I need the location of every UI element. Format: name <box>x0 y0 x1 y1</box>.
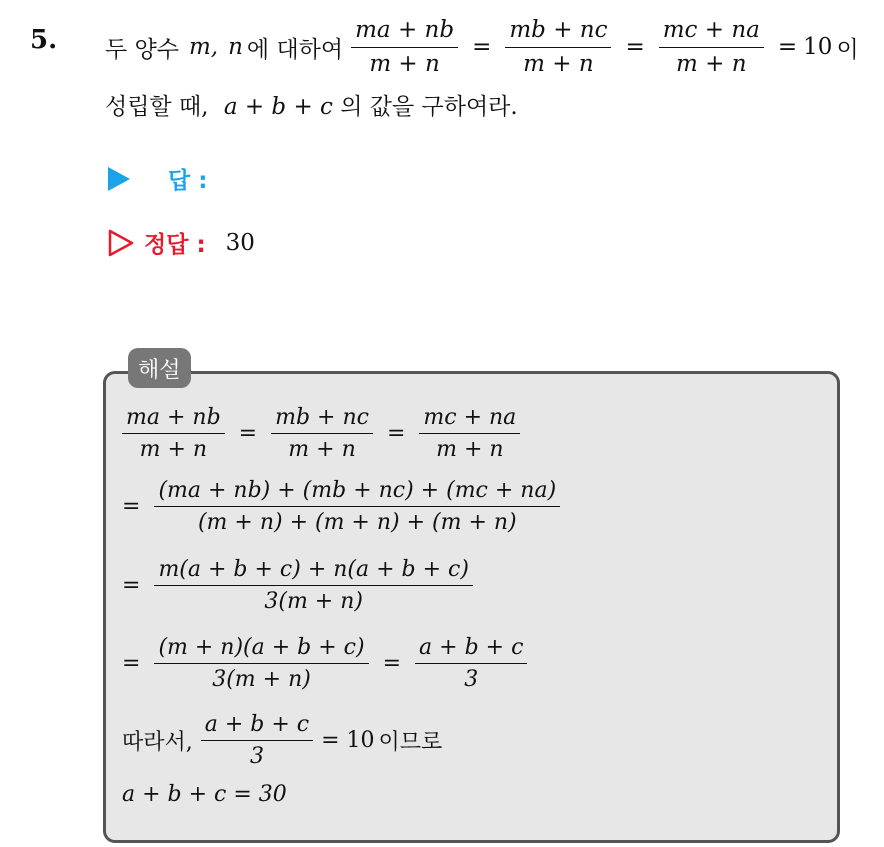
fraction-numerator: mb + nc <box>271 405 373 434</box>
equals-sign: = <box>238 421 258 447</box>
question-fraction-3 <box>659 17 764 77</box>
fraction-denominator: m + n <box>676 50 747 77</box>
solution-step5-suffix: 이므로 <box>378 730 443 756</box>
equals-sign: = <box>386 421 406 447</box>
solution-step-2 <box>122 478 568 536</box>
equals-sign: = <box>382 651 402 677</box>
question-line2-prefix: 성립할 때, <box>105 94 209 120</box>
question-value: 10 <box>803 34 833 60</box>
fraction <box>122 405 225 463</box>
fraction-denominator: m + n <box>139 437 208 463</box>
outline-triangle-icon <box>108 229 134 257</box>
fraction-denominator: m + n <box>369 50 440 77</box>
solution-step-3 <box>122 557 481 615</box>
question-fraction-1 <box>351 17 458 77</box>
question-number: 5. <box>30 25 58 55</box>
question-line-1 <box>105 12 859 82</box>
fraction-numerator: mc + na <box>659 17 764 47</box>
fraction-numerator: (ma + nb) + (mb + nc) + (mc + na) <box>154 478 560 507</box>
question-line2-suffix: 의 값을 구하여라. <box>340 94 518 120</box>
fraction <box>154 557 473 615</box>
fraction-denominator: m + n <box>436 437 504 463</box>
solution-badge: 해설 <box>128 348 191 388</box>
fraction-denominator: 3 <box>464 667 479 693</box>
answer-row <box>108 162 207 195</box>
fraction-numerator: (m + n)(a + b + c) <box>154 635 368 664</box>
solution-step5-prefix: 따라서, <box>122 730 193 756</box>
solution-step-1 <box>122 405 528 463</box>
solution-step-4 <box>122 635 535 693</box>
equals-sign: = <box>122 494 141 520</box>
var-n: n <box>228 34 243 60</box>
question-intro: 두 양수 <box>105 36 179 63</box>
var-m: m, <box>188 34 219 60</box>
question-line2-expression: a + b + c <box>223 94 333 120</box>
solution-final-answer: a + b + c = 30 <box>122 782 287 807</box>
fraction-denominator: 3(m + n) <box>264 589 363 615</box>
equals-sign: = <box>777 34 798 60</box>
fraction-numerator: mc + na <box>419 405 520 434</box>
question-fraction-2 <box>505 17 611 77</box>
correct-answer-label: 정답 : <box>144 232 206 258</box>
play-triangle-icon <box>108 167 130 191</box>
fraction-denominator: 3 <box>249 744 264 770</box>
fraction-numerator: m(a + b + c) + n(a + b + c) <box>154 557 473 586</box>
fraction-numerator: ma + nb <box>122 405 225 434</box>
fraction <box>201 712 313 770</box>
equals-sign: = <box>122 573 141 599</box>
fraction-denominator: m + n <box>288 437 356 463</box>
fraction-denominator: 3(m + n) <box>212 667 311 693</box>
fraction <box>415 635 527 693</box>
fraction-denominator: m + n <box>523 50 594 77</box>
fraction <box>154 635 368 693</box>
question-intro2: 에 대하여 <box>246 36 344 63</box>
fraction-denominator: (m + n) + (m + n) + (m + n) <box>197 510 517 536</box>
fraction <box>271 405 373 463</box>
fraction <box>154 478 560 536</box>
equals-sign: = <box>472 34 492 60</box>
correct-answer-value: 30 <box>225 229 255 256</box>
solution-step-5 <box>122 712 442 770</box>
equals-sign: = <box>625 34 645 60</box>
answer-label: 답 : <box>168 168 208 194</box>
solution-step5-equation: = 10 <box>321 728 375 754</box>
fraction-numerator: a + b + c <box>415 635 527 664</box>
fraction-numerator: mb + nc <box>505 17 611 47</box>
fraction-numerator: ma + nb <box>351 17 458 47</box>
question-particle: 이 <box>836 36 859 63</box>
fraction-numerator: a + b + c <box>201 712 313 741</box>
correct-answer-row <box>108 226 255 259</box>
fraction <box>419 405 520 463</box>
question-line-2 <box>105 88 518 121</box>
equals-sign: = <box>122 651 141 677</box>
